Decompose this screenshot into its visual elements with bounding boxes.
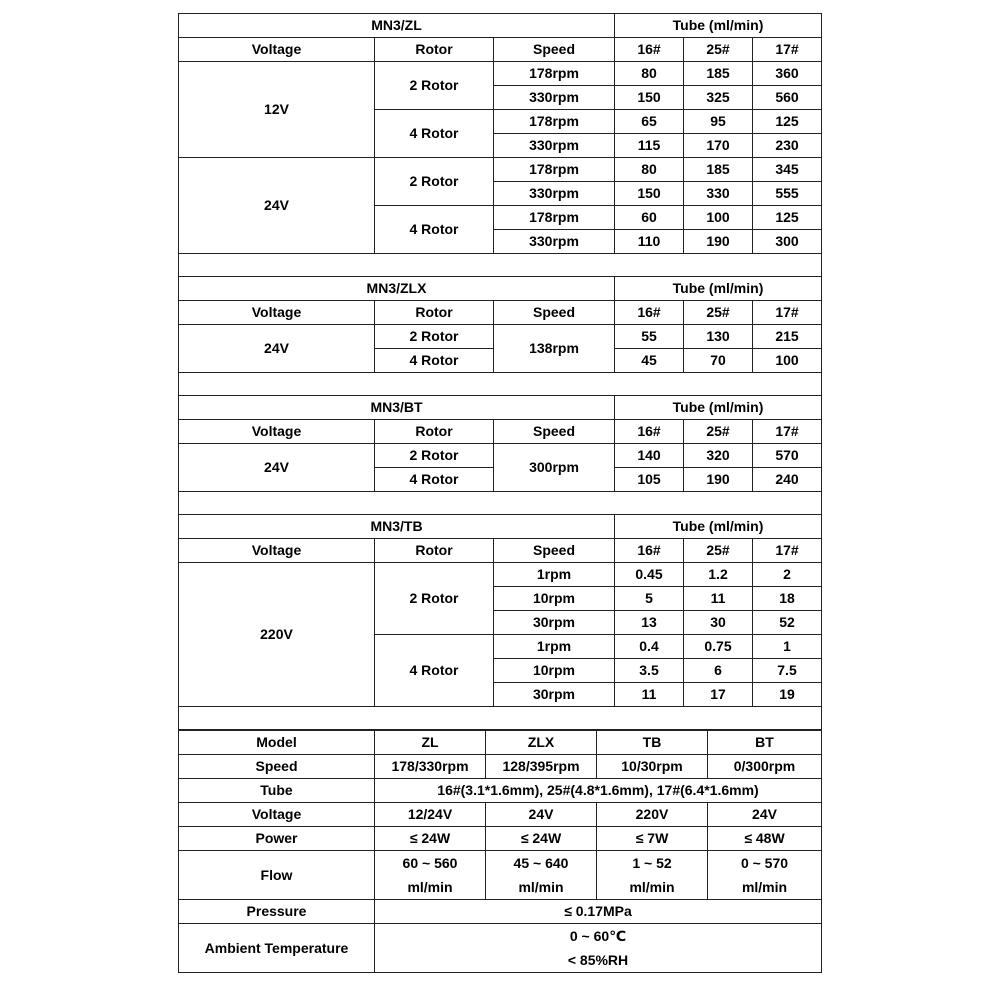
- spec-sheet: [178, 13, 821, 973]
- tube-16-header: 16#: [615, 301, 684, 325]
- flow-17-cell: 125: [753, 206, 822, 230]
- speed-cell: 30rpm: [494, 611, 615, 635]
- table-row: [179, 158, 822, 182]
- voltage-cell: 12V: [179, 62, 375, 158]
- speed-value: 10/30rpm: [597, 755, 708, 779]
- voltage-cell: 24V: [179, 444, 375, 492]
- flow-17-cell: 125: [753, 110, 822, 134]
- tube-16-header: 16#: [615, 420, 684, 444]
- model-tb: TB: [597, 731, 708, 755]
- flow-16-cell: 0.45: [615, 563, 684, 587]
- tube-value: 16#(3.1*1.6mm), 25#(4.8*1.6mm), 17#(6.4*1.6mm): [375, 779, 822, 803]
- flow-17-cell: 560: [753, 86, 822, 110]
- flow-25-cell: 190: [684, 468, 753, 492]
- speed-row: [179, 755, 822, 779]
- speed-cell: 30rpm: [494, 683, 615, 707]
- speed-cell: 330rpm: [494, 86, 615, 110]
- speed-label: Speed: [179, 755, 375, 779]
- flow-label: Flow: [179, 851, 375, 900]
- table-row: [179, 563, 822, 587]
- pressure-label: Pressure: [179, 900, 375, 924]
- flow-17-cell: 300: [753, 230, 822, 254]
- flow-25-cell: 1.2: [684, 563, 753, 587]
- power-label: Power: [179, 827, 375, 851]
- model-zlx: ZLX: [486, 731, 597, 755]
- flow-16-cell: 60: [615, 206, 684, 230]
- flow-17-cell: 555: [753, 182, 822, 206]
- tb-title: MN3/TB: [179, 515, 615, 539]
- voltage-value: 12/24V: [375, 803, 486, 827]
- flow-17-cell: 100: [753, 349, 822, 373]
- spacer-row: [179, 492, 822, 515]
- flow-25-cell: 320: [684, 444, 753, 468]
- flow-16-cell: 140: [615, 444, 684, 468]
- tube-header: Tube (ml/min): [615, 396, 822, 420]
- spacer-cell: [179, 373, 822, 396]
- flow-16-cell: 3.5: [615, 659, 684, 683]
- flow-16-cell: 13: [615, 611, 684, 635]
- rotor-header: Rotor: [375, 539, 494, 563]
- flow-25-cell: 190: [684, 230, 753, 254]
- tube-25-header: 25#: [684, 539, 753, 563]
- pressure-row: [179, 900, 822, 924]
- flow-value: [708, 851, 822, 900]
- speed-value: 178/330rpm: [375, 755, 486, 779]
- rotor-cell: 4 Rotor: [375, 110, 494, 158]
- speed-value: 0/300rpm: [708, 755, 822, 779]
- speed-cell: 330rpm: [494, 230, 615, 254]
- flow-25-cell: 30: [684, 611, 753, 635]
- flow-17-cell: 52: [753, 611, 822, 635]
- spacer-cell: [179, 254, 822, 277]
- flow-25-cell: 130: [684, 325, 753, 349]
- tb-header-row: [179, 539, 822, 563]
- rotor-cell: 4 Rotor: [375, 635, 494, 707]
- speed-cell: 330rpm: [494, 182, 615, 206]
- flow-unit: ml/min: [407, 879, 453, 895]
- speed-header: Speed: [494, 38, 615, 62]
- model-bt: BT: [708, 731, 822, 755]
- speed-cell: 10rpm: [494, 659, 615, 683]
- rotor-cell: 2 Rotor: [375, 325, 494, 349]
- flow-17-cell: 570: [753, 444, 822, 468]
- power-value: ≤ 7W: [597, 827, 708, 851]
- flow-17-cell: 18: [753, 587, 822, 611]
- rotor-cell: 4 Rotor: [375, 349, 494, 373]
- speed-cell: 138rpm: [494, 325, 615, 373]
- voltage-cell: 24V: [179, 325, 375, 373]
- flow-unit: ml/min: [629, 879, 675, 895]
- voltage-cell: 24V: [179, 158, 375, 254]
- flow-25-cell: 11: [684, 587, 753, 611]
- flow-unit: ml/min: [518, 879, 564, 895]
- flow-16-cell: 80: [615, 62, 684, 86]
- power-value: ≤ 48W: [708, 827, 822, 851]
- voltage-label: Voltage: [179, 803, 375, 827]
- flow-range: 0 ~ 570: [740, 855, 789, 871]
- speed-header: Speed: [494, 420, 615, 444]
- flow-25-cell: 6: [684, 659, 753, 683]
- flow-unit: ml/min: [741, 879, 788, 895]
- rotor-cell: 2 Rotor: [375, 563, 494, 635]
- power-row: [179, 827, 822, 851]
- model-label: Model: [179, 731, 375, 755]
- flow-value: [486, 851, 597, 900]
- speed-cell: 178rpm: [494, 158, 615, 182]
- spacer-row: [179, 373, 822, 396]
- zl-title: MN3/ZL: [179, 14, 615, 38]
- zl-header-row: [179, 38, 822, 62]
- flow-25-cell: 185: [684, 62, 753, 86]
- model-row: [179, 731, 822, 755]
- flow-17-cell: 240: [753, 468, 822, 492]
- tube-row: [179, 779, 822, 803]
- rotor-cell: 4 Rotor: [375, 206, 494, 254]
- tube-16-header: 16#: [615, 539, 684, 563]
- zlx-title: MN3/ZLX: [179, 277, 615, 301]
- ambient-label: Ambient Temperature: [179, 924, 375, 973]
- speed-cell: 330rpm: [494, 134, 615, 158]
- speed-cell: 178rpm: [494, 110, 615, 134]
- flow-value: [597, 851, 708, 900]
- voltage-cell: 220V: [179, 563, 375, 707]
- speed-header: Speed: [494, 539, 615, 563]
- flow-16-cell: 110: [615, 230, 684, 254]
- rotor-cell: 4 Rotor: [375, 468, 494, 492]
- flow-25-cell: 70: [684, 349, 753, 373]
- flow-25-cell: 95: [684, 110, 753, 134]
- flow-16-cell: 105: [615, 468, 684, 492]
- flow-25-cell: 0.75: [684, 635, 753, 659]
- voltage-value: 220V: [597, 803, 708, 827]
- voltage-row: [179, 803, 822, 827]
- spacer-cell: [179, 707, 822, 730]
- voltage-header: Voltage: [179, 301, 375, 325]
- flow-16-cell: 0.4: [615, 635, 684, 659]
- flow-row: [179, 851, 822, 900]
- speed-cell: 300rpm: [494, 444, 615, 492]
- tube-25-header: 25#: [684, 38, 753, 62]
- flow-range: 1 ~ 52: [632, 855, 672, 871]
- flow-17-cell: 19: [753, 683, 822, 707]
- voltage-value: 24V: [708, 803, 822, 827]
- tube-25-header: 25#: [684, 420, 753, 444]
- flow-25-cell: 100: [684, 206, 753, 230]
- flow-16-cell: 45: [615, 349, 684, 373]
- spacer-row: [179, 707, 822, 730]
- tube-17-header: 17#: [753, 539, 822, 563]
- flow-25-cell: 17: [684, 683, 753, 707]
- pressure-value: ≤ 0.17MPa: [375, 900, 822, 924]
- flow-17-cell: 360: [753, 62, 822, 86]
- flow-17-cell: 7.5: [753, 659, 822, 683]
- flow-17-cell: 345: [753, 158, 822, 182]
- rotor-header: Rotor: [375, 38, 494, 62]
- flow-17-cell: 215: [753, 325, 822, 349]
- flow-17-cell: 230: [753, 134, 822, 158]
- tube-header: Tube (ml/min): [615, 277, 822, 301]
- bt-title: MN3/BT: [179, 396, 615, 420]
- tube-25-header: 25#: [684, 301, 753, 325]
- power-value: ≤ 24W: [375, 827, 486, 851]
- flow-16-cell: 80: [615, 158, 684, 182]
- speed-value: 128/395rpm: [486, 755, 597, 779]
- ambient-value: [375, 924, 822, 973]
- bt-header-row: [179, 420, 822, 444]
- flow-25-cell: 325: [684, 86, 753, 110]
- tube-header: Tube (ml/min): [615, 14, 822, 38]
- flow-16-cell: 150: [615, 182, 684, 206]
- speed-cell: 1rpm: [494, 635, 615, 659]
- flow-25-cell: 170: [684, 134, 753, 158]
- voltage-header: Voltage: [179, 38, 375, 62]
- voltage-header: Voltage: [179, 420, 375, 444]
- flow-25-cell: 330: [684, 182, 753, 206]
- flow-16-cell: 65: [615, 110, 684, 134]
- model-zl: ZL: [375, 731, 486, 755]
- flow-25-cell: 185: [684, 158, 753, 182]
- voltage-value: 24V: [486, 803, 597, 827]
- flow-17-cell: 1: [753, 635, 822, 659]
- voltage-header: Voltage: [179, 539, 375, 563]
- tube-header: Tube (ml/min): [615, 515, 822, 539]
- spec-table: [178, 13, 822, 730]
- tube-17-header: 17#: [753, 420, 822, 444]
- zlx-header-row: [179, 301, 822, 325]
- rotor-header: Rotor: [375, 420, 494, 444]
- flow-16-cell: 5: [615, 587, 684, 611]
- humidity-value: < 85%RH: [567, 952, 629, 968]
- speed-cell: 10rpm: [494, 587, 615, 611]
- table-row: [179, 325, 822, 349]
- spacer-row: [179, 254, 822, 277]
- ambient-row: [179, 924, 822, 973]
- flow-16-cell: 55: [615, 325, 684, 349]
- flow-17-cell: 2: [753, 563, 822, 587]
- model-comparison-table: [178, 730, 822, 973]
- rotor-cell: 2 Rotor: [375, 158, 494, 206]
- power-value: ≤ 24W: [486, 827, 597, 851]
- table-row: [179, 444, 822, 468]
- tube-16-header: 16#: [615, 38, 684, 62]
- flow-range: 60 ~ 560: [402, 855, 458, 871]
- flow-16-cell: 115: [615, 134, 684, 158]
- rotor-cell: 2 Rotor: [375, 62, 494, 110]
- speed-cell: 178rpm: [494, 206, 615, 230]
- flow-16-cell: 150: [615, 86, 684, 110]
- flow-range: 45 ~ 640: [513, 855, 569, 871]
- tube-label: Tube: [179, 779, 375, 803]
- tube-17-header: 17#: [753, 301, 822, 325]
- tube-17-header: 17#: [753, 38, 822, 62]
- flow-value: [375, 851, 486, 900]
- speed-header: Speed: [494, 301, 615, 325]
- speed-cell: 1rpm: [494, 563, 615, 587]
- rotor-cell: 2 Rotor: [375, 444, 494, 468]
- temperature-value: 0 ~ 60℃: [569, 928, 627, 944]
- rotor-header: Rotor: [375, 301, 494, 325]
- speed-cell: 178rpm: [494, 62, 615, 86]
- table-row: [179, 62, 822, 86]
- spacer-cell: [179, 492, 822, 515]
- flow-16-cell: 11: [615, 683, 684, 707]
